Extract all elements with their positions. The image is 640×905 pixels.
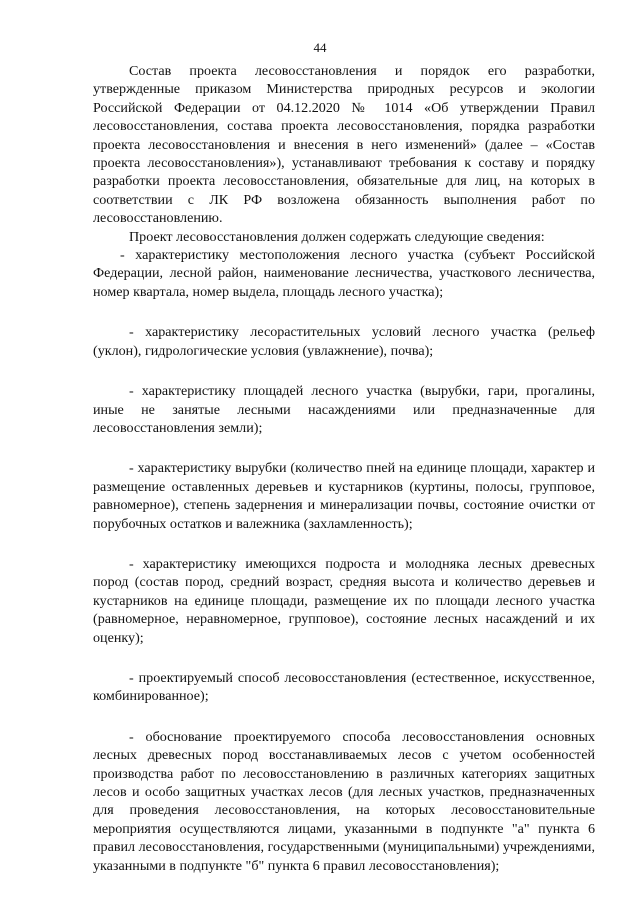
page-number: 44 [313,40,327,55]
requirements-lead-paragraph: Проект лесовосстановления должен содержать следующие сведения: [129,228,545,245]
list-item-cutting-area: - характеристику вырубки (количество пней на единице площади, характер и размещение оставленных деревьев и кустарников (куртины, полосы, групповое, равномерное), степень задернения и минерализации почвы, состояние очистки от порубочных остатков и валежника (захламленность); [93,460,595,532]
intro-paragraph: Состав проекта лесовосстановления и порядок его разработки, утвержденные приказом Министерства природных ресурсов и экологии Российской Федерации от 04.12.2020 № 1014 «Об утверждении Правил лесовосстановления, состава проекта лесовосстановления, порядка разработки проекта лесовосстановления и внесения в него изменений» (далее – «Состав проекта лесовосстановления»), устанавливают требования к составу и порядку разработки проекта лесовосстановления, обязательные для лиц, на которых в соответствии с ЛК РФ возложена обязанность выполнения работ по лесовосстановлению. [93,63,595,227]
list-item-plot-areas: - характеристику площадей лесного участка (вырубки, гари, прогалины, иные не занятые лесными насаждениями или предназначенные для лесовосстановления земли); [93,383,595,436]
list-item-method-justification: - обоснование проектируемого способа лесовосстановления основных лесных древесных пород восстанавливаемых лесов с учетом особенностей производства работ по лесовосстановлению в различных категориях защитных лесов и особо защитных участках лесов (для лесных участков, предназначенных для проведения лесовосстановления, на которых лесовосстановительные мероприятия осуществляются лицами, указанными в подпункте "а" пункта 6 правил лесовосстановления, государственными (муниципальными) учреждениями, указанными в подпункте "б" пункта 6 правил лесовосстановления); [93,728,595,874]
list-item-method: - проектируемый способ лесовосстановления (естественное, искусственное, комбинированное); [93,669,595,705]
list-item-growing-conditions: - характеристику лесорастительных условий лесного участка (рельеф (уклон), гидрологические условия (увлажнение), почва); [93,324,595,359]
list-item-undergrowth: - характеристику имеющихся подроста и молодняка лесных древесных пород (состав пород, средний возраст, средняя высота и количество деревьев и кустарников на единице площади, размещение их по площади лесного участка (равномерное, неравномерное, групповое), состояние лесных насаждений и их оценку); [93,555,595,646]
list-item-location: - характеристику местоположения лесного участка (субъект Российской Федерации, лесной район, наименование лесничества, участкового лесничества, номер квартала, номер выдела, площадь лесного участка); [93,247,595,300]
document-body [93,62,595,875]
